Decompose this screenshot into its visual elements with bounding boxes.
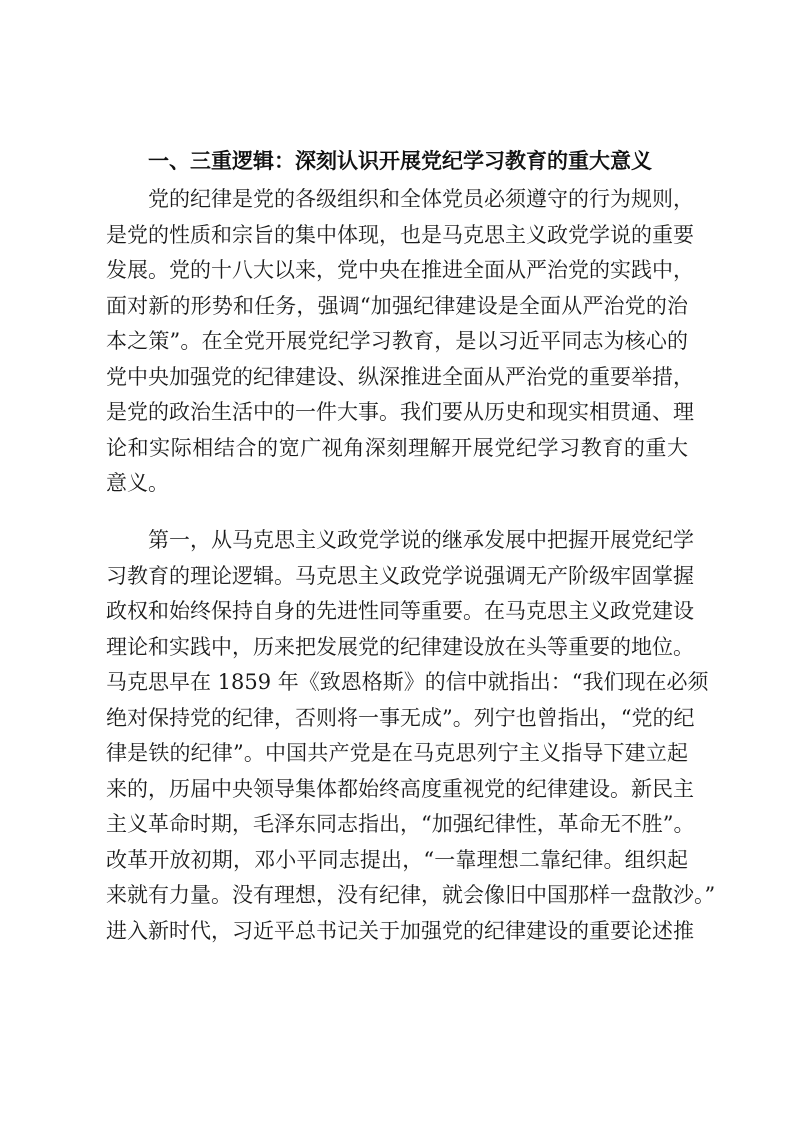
paragraph-line: 面对新的形势和任务，强调“加强纪律建设是全面从严治党的治 <box>106 293 688 318</box>
paragraph-first-point <box>106 523 716 949</box>
paragraph-line: 第一，从马克思主义政党学说的继承发展中把握开展党纪学 <box>148 528 694 552</box>
paragraph-line: 意义。 <box>106 471 169 495</box>
paragraph-line: 党中央加强党的纪律建设、纵深推进全面从严治党的重要举措， <box>106 364 694 389</box>
paragraph-line: 进入新时代，习近平总书记关于加强党的纪律建设的重要论述推 <box>106 918 694 943</box>
paragraph-line: 本之策”。在全党开展党纪学习教育，是以习近平同志为核心的 <box>106 329 688 353</box>
paragraph-line: 来的，历届中央领导集体都始终高度重视党的纪律建设。新民主 <box>106 776 694 801</box>
section-heading: 一、三重逻辑：深刻认识开展党纪学习教育的重大意义 <box>148 149 652 173</box>
paragraph-intro <box>106 182 694 502</box>
paragraph-line: 发展。党的十八大以来，党中央在推进全面从严治党的实践中， <box>106 258 694 282</box>
paragraph-line: 是党的性质和宗旨的集中体现，也是马克思主义政党学说的重要 <box>106 222 694 247</box>
paragraph-line: 党的纪律是党的各级组织和全体党员必须遵守的行为规则， <box>148 187 694 211</box>
paragraph-line: 改革开放初期，邓小平同志提出，“一靠理想二靠纪律。组织起 <box>106 847 688 872</box>
paragraph-line: 习教育的理论逻辑。马克思主义政党学说强调无产阶级牢固掌握 <box>106 563 694 588</box>
paragraph-line: 理论和实践中，历来把发展党的纪律建设放在头等重要的地位。 <box>106 634 694 659</box>
paragraph-line: 论和实际相结合的宽广视角深刻理解开展党纪学习教育的重大 <box>106 435 688 460</box>
paragraph-line: 马克思早在 1859 年《致恩格斯》的信中就指出：“我们现在必须 <box>106 670 709 694</box>
paragraph-line: 政权和始终保持自身的先进性同等重要。在马克思主义政党建设 <box>106 599 694 623</box>
paragraph-line: 律是铁的纪律”。中国共产党是在马克思列宁主义指导下建立起 <box>106 741 688 765</box>
paragraph-line: 绝对保持党的纪律，否则将一事无成”。列宁也曾指出，“党的纪 <box>106 705 695 730</box>
paragraph-line: 主义革命时期，毛泽东同志指出，“加强纪律性，革命无不胜”。 <box>106 812 695 836</box>
paragraph-line: 是党的政治生活中的一件大事。我们要从历史和现实相贯通、理 <box>106 400 694 424</box>
paragraph-line: 来就有力量。没有理想，没有纪律，就会像旧中国那样一盘散沙。” <box>106 883 716 907</box>
